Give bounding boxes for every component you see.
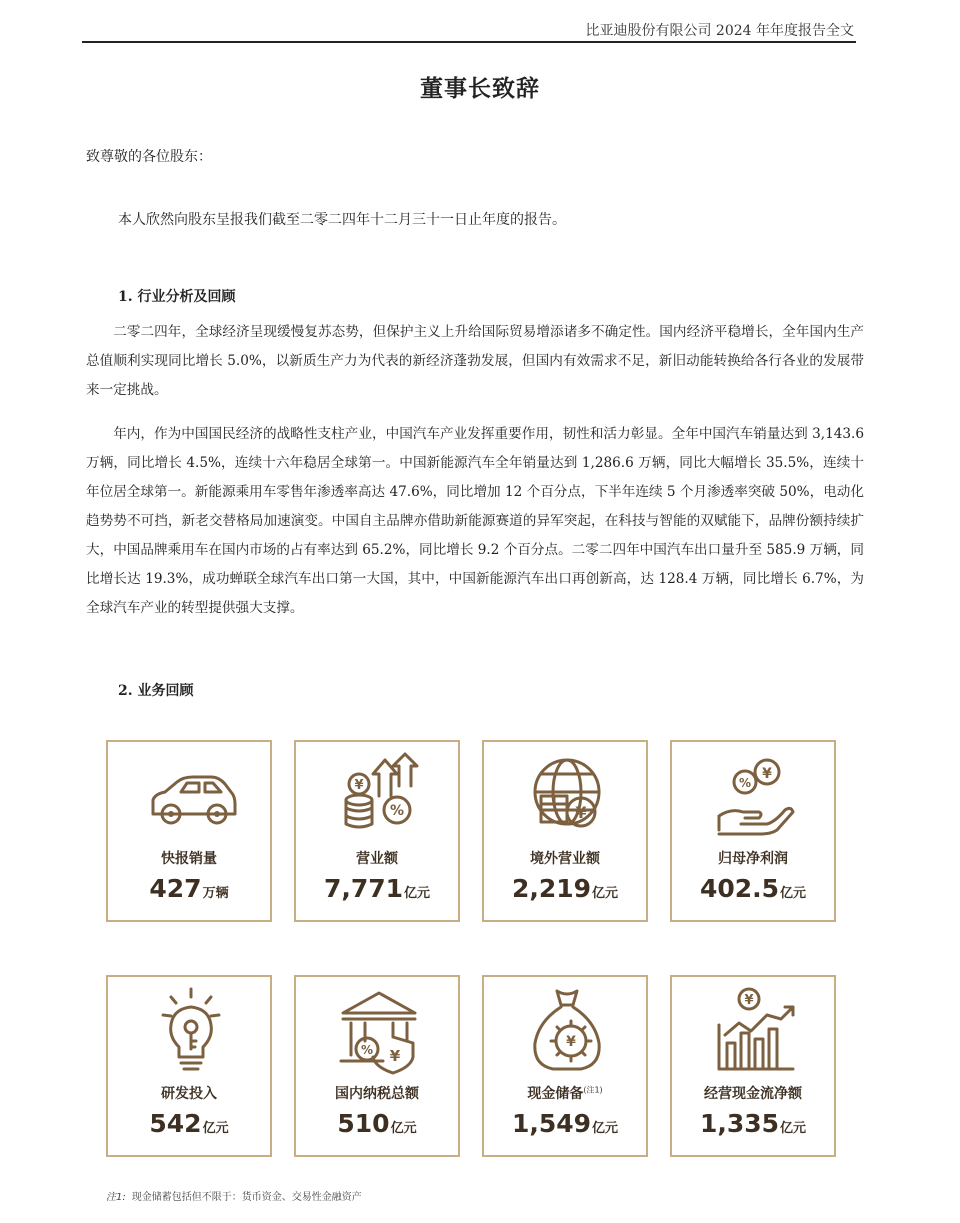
metric-value bbox=[296, 874, 458, 903]
cashflow-chart-icon bbox=[705, 985, 805, 1075]
metric-card-tax bbox=[294, 975, 460, 1157]
metric-value bbox=[672, 874, 834, 903]
metric-number: 402.5 bbox=[699, 874, 780, 903]
metric-card-cash-reserve bbox=[482, 975, 648, 1157]
metric-card-revenue bbox=[294, 740, 460, 922]
footnote bbox=[106, 1188, 362, 1203]
percent-glyph: % bbox=[738, 776, 752, 790]
money-bag-gear-icon bbox=[517, 985, 617, 1075]
metric-value bbox=[108, 1109, 270, 1138]
metric-number: 427 bbox=[149, 874, 202, 903]
section-1-paragraph-1: 二零二四年，全球经济呈现缓慢复苏态势，但保护主义上升给国际贸易增添诸多不确定性。国内经济平稳增长，全年国内生产总值顺利实现同比增长 5.0%，以新质生产力为代表的新经济蓬勃发展，但国内有效需求不足，新旧动能转换给各行各业的发展带来一定挑战。 bbox=[86, 324, 864, 398]
metric-card-overseas-revenue bbox=[482, 740, 648, 922]
metric-number: 1,335 bbox=[699, 1109, 780, 1138]
metric-card-sales-volume bbox=[106, 740, 272, 922]
metric-card-operating-cashflow bbox=[670, 975, 836, 1157]
revenue-growth-icon bbox=[329, 750, 429, 840]
hand-coins-icon bbox=[705, 750, 805, 840]
footnote-text: 现金储蓄包括但不限于：货币资金、交易性金融资产 bbox=[131, 1192, 362, 1203]
yen-glyph: ¥ bbox=[575, 803, 587, 822]
metric-label: 营业额 bbox=[356, 851, 398, 867]
metric-value bbox=[108, 874, 270, 903]
percent-glyph: % bbox=[360, 1043, 374, 1057]
section-1-heading: 1. 行业分析及回顾 bbox=[118, 289, 236, 305]
metric-label: 研发投入 bbox=[161, 1086, 217, 1102]
metric-unit: 万辆 bbox=[202, 886, 229, 901]
page-title: 董事长致辞 bbox=[420, 75, 540, 102]
metric-value bbox=[296, 1109, 458, 1138]
metric-unit: 亿元 bbox=[202, 1121, 229, 1136]
metric-unit: 亿元 bbox=[390, 1121, 417, 1136]
metric-number: 510 bbox=[337, 1109, 390, 1138]
metric-label: 国内纳税总额 bbox=[335, 1086, 419, 1102]
metric-card-rnd bbox=[106, 975, 272, 1157]
metric-value bbox=[484, 874, 646, 903]
yen-glyph: ¥ bbox=[354, 778, 364, 793]
metric-unit: 亿元 bbox=[592, 886, 619, 901]
lightbulb-key-icon bbox=[141, 985, 241, 1075]
footnote-reference: (注1) bbox=[583, 1085, 603, 1095]
metric-number: 2,219 bbox=[511, 874, 592, 903]
metric-label: 快报销量 bbox=[161, 851, 217, 867]
metric-value bbox=[672, 1109, 834, 1138]
section-1-paragraph-2: 年内，作为中国国民经济的战略性支柱产业，中国汽车产业发挥重要作用，韧性和活力彰显。全年中国汽车销量达到 3,143.6 万辆，同比增长 4.5%，连续十六年稳居全球第一。中国新能源汽车全年销量达到 1,286.6 万辆，同比大幅增长 35.5%，连续十年位居全球第一。新能源乘用车零售年渗透率高达 47.6%，同比增加 12 个百分点，下半年连续 5 个月渗透率突破 50%，电动化趋势势不可挡，新老交替格局加速演变。中国自主品牌亦借助新能源赛道的异军突起，在科技与智能的双赋能下，品牌份额持续扩大，中国品牌乘用车在国内市场的占有率达到 65.2%，同比增长 9.2 个百分点。二零二四年中国汽车出口量升至 585.9 万辆，同比增长达 19.3%，成功蝉联全球汽车出口第一大国，其中，中国新能源汽车出口再创新高，达 128.4 万辆，同比增长 6.7%，为全球汽车产业的转型提供强大支撑。 bbox=[86, 426, 864, 616]
car-icon bbox=[141, 750, 241, 840]
yen-glyph: ¥ bbox=[389, 1047, 401, 1065]
section-2-heading: 2. 业务回顾 bbox=[118, 683, 194, 699]
yen-glyph: ¥ bbox=[744, 993, 754, 1008]
metric-label: 归母净利润 bbox=[718, 851, 788, 867]
percent-glyph: % bbox=[389, 803, 405, 819]
header-divider bbox=[82, 41, 856, 43]
metric-number: 1,549 bbox=[511, 1109, 592, 1138]
footnote-mark: 注1: bbox=[106, 1192, 126, 1203]
metric-unit: 亿元 bbox=[780, 1121, 807, 1136]
yen-glyph: ¥ bbox=[762, 766, 772, 782]
metric-unit: 亿元 bbox=[404, 886, 431, 901]
globe-export-icon bbox=[517, 750, 617, 840]
bank-tax-icon bbox=[329, 985, 429, 1075]
metric-unit: 亿元 bbox=[780, 886, 807, 901]
metric-number: 7,771 bbox=[323, 874, 404, 903]
metric-number: 542 bbox=[149, 1109, 202, 1138]
yen-glyph: ¥ bbox=[566, 1034, 576, 1050]
metric-label: 经营现金流净额 bbox=[704, 1086, 802, 1102]
salutation: 致尊敬的各位股东： bbox=[86, 149, 212, 165]
metric-label-text: 现金储备 bbox=[527, 1086, 584, 1102]
intro-paragraph: 本人欣然向股东呈报我们截至二零二四年十二月三十一日止年度的报告。 bbox=[118, 212, 566, 228]
metric-value bbox=[484, 1109, 646, 1138]
report-header: 比亚迪股份有限公司 2024 年年度报告全文 bbox=[585, 23, 854, 39]
metric-card-net-profit bbox=[670, 740, 836, 922]
metric-unit: 亿元 bbox=[592, 1121, 619, 1136]
metric-label bbox=[484, 1083, 646, 1103]
metric-label: 境外营业额 bbox=[530, 851, 600, 867]
